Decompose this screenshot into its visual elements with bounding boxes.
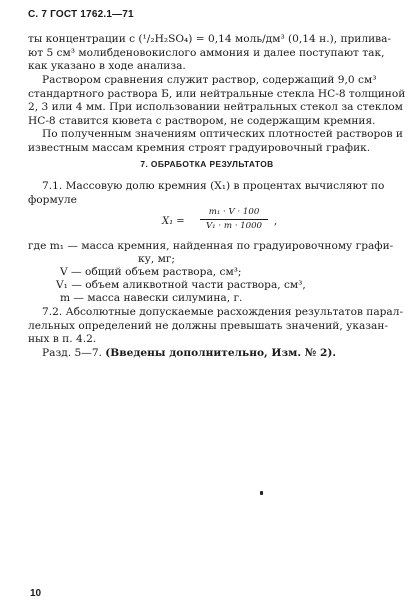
paragraph-7-2: [28, 306, 404, 347]
text-line: лельных определений не должны превышать значений, указан-: [28, 319, 389, 332]
amendment-note: (Введены дополнительно, Изм. № 2).: [105, 347, 337, 359]
paragraph-amendment: [28, 347, 390, 361]
text-line: НС-8 ставится кювета с раствором, не содержащим кремния.: [28, 114, 376, 127]
text-line: ты концентрации с (¹/₂H₂SO₄) = 0,14 моль/дм³ (0,14 н.), прилива-: [28, 33, 391, 45]
ink-dot: [260, 491, 263, 495]
page-header: С. 7 ГОСТ 1762.1—71: [28, 9, 134, 20]
formula-tail: ,: [274, 216, 278, 227]
definition-m1-cont: ку, мг;: [138, 253, 175, 265]
text-line: 2, 3 или 4 мм. При использовании нейтральных стекол за стеклом: [28, 101, 403, 114]
text-line: По полученным значениям оптических плотностей растворов и: [42, 128, 403, 140]
paragraph-reference-solution: [28, 74, 406, 128]
text-line: ных в п. 4.2.: [28, 333, 97, 346]
amendment-prefix: Разд. 5—7.: [42, 347, 102, 359]
text-line: 7.1. Массовую долю кремния (X₁) в процентах вычисляют по: [42, 180, 385, 192]
formula-denominator: V₁ · m · 1000: [205, 221, 263, 231]
page-number: 10: [30, 588, 42, 599]
text-line: стандартного раствора Б, или нейтральные стекла НС-8 толщиной: [28, 87, 406, 100]
text-line: 7.2. Абсолютные допускаемые расхождения результатов парал-: [42, 306, 404, 318]
definition-V1: V₁ — объем аликвотной части раствора, см³,: [56, 279, 306, 291]
text-line: [28, 347, 390, 361]
formula-fraction: [198, 207, 270, 232]
text-line: известным массам кремния строят градуировочный график.: [28, 141, 371, 154]
text-line: Раствором сравнения служит раствор, содержащий 9,0 см³: [42, 74, 377, 86]
paragraph-calibration: [28, 128, 403, 155]
definition-V: V — общий объем раствора, см³;: [60, 266, 242, 278]
paragraph-reagent: [28, 33, 390, 74]
fraction-bar: [200, 219, 268, 220]
text-line: как указано в ходе анализа.: [28, 60, 186, 73]
text-line: формуле: [28, 193, 77, 206]
definition-m: m — масса навески силумина, г.: [60, 292, 243, 304]
text-line: ют 5 см³ молибденовокислого аммония и далее поступают так,: [28, 46, 385, 59]
formula-lhs: X₁ =: [162, 216, 185, 227]
definition-m1: где m₁ — масса кремния, найденная по градуировочному графи-: [28, 240, 394, 252]
paragraph-7-1: [28, 180, 390, 207]
section-title: 7. ОБРАБОТКА РЕЗУЛЬТАТОВ: [140, 159, 274, 169]
formula-numerator: m₁ · V · 100: [208, 207, 260, 217]
